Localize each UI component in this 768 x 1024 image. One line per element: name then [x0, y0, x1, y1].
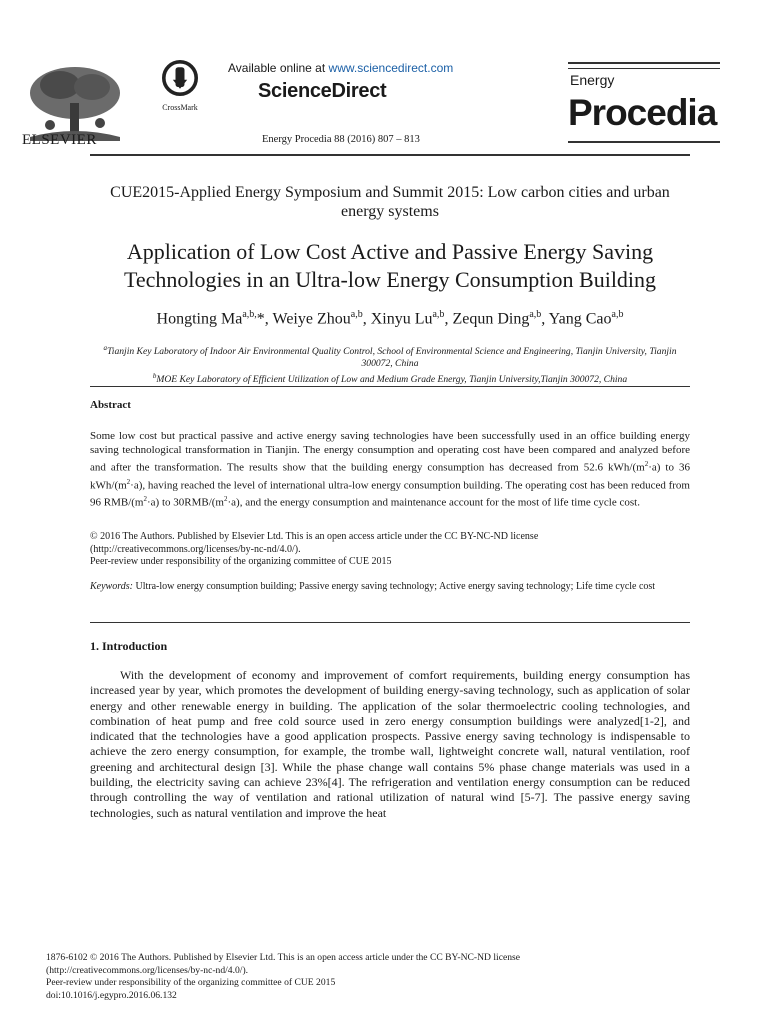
- header-divider: [90, 154, 690, 156]
- journal-title-top: Energy: [570, 72, 615, 88]
- keywords-list: Ultra-low energy consumption building; Passive energy saving technology; Active energy saving technology; Life time cycle cost: [132, 581, 656, 592]
- superscript: 2: [644, 460, 649, 468]
- article-title: [80, 238, 700, 294]
- affiliation-marker: b: [152, 372, 157, 381]
- journal-citation: Energy Procedia 88 (2016) 807 – 813: [262, 134, 420, 145]
- affiliations: [90, 342, 690, 386]
- author-name: Yang Cao: [548, 310, 612, 328]
- superscript: 2: [223, 495, 228, 504]
- footer-issn-line: 1876-6102 © 2016 The Authors. Published by Elsevier Ltd. This is an open access article under the CC BY-NC-ND license: [46, 952, 521, 963]
- author-separator: ,: [362, 310, 371, 328]
- copyright-line: © 2016 The Authors. Published by Elsevier Ltd. This is an open access article under the CC BY-NC-ND license: [90, 531, 539, 542]
- author-name: Xinyu Lu: [370, 310, 433, 328]
- journal-top-rule: [568, 62, 720, 69]
- affiliation-text: Tianjin Key Laboratory of Indoor Air Environmental Quality Control, School of Environmental Science and Engineering, Tianjin University, Tianjin 300072, China: [106, 346, 677, 370]
- copyright-notice: [90, 531, 690, 569]
- title-line-2: Technologies in an Ultra-low Energy Consumption Building: [123, 267, 657, 292]
- author-separator: ,: [444, 310, 453, 328]
- abstract-segment: Some low cost but practical passive and active energy saving technologies have been successfully used in an office building energy saving technological transformation in Tianjin. The energy consumption and operating cost have been compared and analyzed before and after the transformation. The results show that the building energy consumption has decreased from 52.6 kWh/(m: [90, 430, 690, 474]
- abstract-segment: ·a), having reached the level of international ultra-low energy consumption building. The operating cost has been reduced from 96 RMB/(m: [90, 479, 690, 509]
- author-affiliation-marker: a,b: [611, 309, 624, 320]
- abstract-segment: ·a) to 30RMB/(m: [146, 496, 224, 509]
- abstract-segment: ·a), and the energy consumption and maintenance account for the most of life time cycle cost.: [227, 496, 640, 509]
- crossmark-icon: [162, 60, 198, 96]
- author-name: Hongting Ma: [156, 310, 243, 328]
- page-footer: [46, 952, 686, 1002]
- crossmark-label: CrossMark: [162, 103, 198, 112]
- footer-doi[interactable]: doi:10.1016/j.egypro.2016.06.132: [46, 989, 177, 1001]
- sciencedirect-link[interactable]: www.sciencedirect.com: [328, 61, 454, 75]
- author-affiliation-marker: a,b: [529, 309, 542, 320]
- abstract-bottom-rule: [90, 622, 690, 623]
- title-line-1: Application of Low Cost Active and Passive Energy Saving: [126, 239, 654, 264]
- footer-peer-review: Peer-review under responsibility of the organizing committee of CUE 2015: [46, 977, 336, 988]
- peer-review-line: Peer-review under responsibility of the organizing committee of CUE 2015: [90, 556, 392, 567]
- author-list: [80, 309, 700, 328]
- abstract-heading: Abstract: [90, 399, 131, 411]
- publisher-name: ELSEVIER: [22, 132, 97, 148]
- available-prefix: Available online at: [228, 61, 329, 75]
- journal-title-main: Procedia: [568, 92, 717, 133]
- license-link[interactable]: (http://creativecommons.org/licenses/by-nc-nd/4.0/).: [90, 543, 301, 555]
- author-affiliation-marker: a,b: [350, 309, 363, 320]
- author-name: Weiye Zhou: [272, 310, 351, 328]
- abstract-top-rule: [90, 386, 690, 387]
- superscript: 2: [126, 477, 131, 486]
- introduction-text: [90, 668, 690, 821]
- affiliation-text: MOE Key Laboratory of Efficient Utilization of Low and Medium Grade Energy, Tianjin University,Tianjin 300072, China: [156, 374, 628, 386]
- keywords: [90, 580, 690, 593]
- introduction-paragraph: With the development of economy and improvement of comfort requirements, building energy consumption has increased year by year, which promotes the development of building energy-saving technology, such as application of solar energy and other renewable energy in building. The application of the solar thermoelectric cooling technologies, and combination of heat pump and free cold source used in zero energy consumption buildings were analyzed[1-2], and indicated that the technologies have a good application prospects. Passive energy saving technology is indispensable to achieve the zero energy consumption, for example, the trombe wall, lightweight concrete wall, natural ventilation, roof greening and architectural design [3]. While the phase change wall contains 5% phase change materials was used in a building, the electricity saving can achieve 23%[4]. The refrigeration and ventilation energy consumption can be reduced through controlling the way of ventilation and rational utilization of natural wind [5-7]. The passive energy saving technologies, such as natural ventilation and improve the heat: [90, 668, 690, 820]
- author-affiliation-marker: a,b: [432, 309, 445, 320]
- corresponding-author-star: *: [256, 310, 265, 328]
- author-name: Zequn Ding: [452, 310, 530, 328]
- journal-bottom-rule: [568, 141, 720, 143]
- affiliation-a: [90, 342, 690, 370]
- keywords-label: Keywords:: [90, 581, 133, 592]
- crossmark-badge[interactable]: [155, 60, 205, 114]
- affiliation-b: [90, 370, 690, 386]
- abstract-text: [90, 429, 690, 510]
- available-online-line: [228, 61, 453, 75]
- author-affiliation-marker: a,b,: [242, 309, 257, 320]
- conference-name: CUE2015-Applied Energy Symposium and Summit 2015: Low carbon cities and urban energy systems: [110, 184, 670, 220]
- sciencedirect-wordmark: ScienceDirect: [258, 80, 387, 102]
- superscript: 2: [143, 495, 147, 504]
- footer-license-link[interactable]: (http://creativecommons.org/licenses/by-nc-nd/4.0/).: [46, 964, 249, 976]
- section-heading-introduction: 1. Introduction: [90, 639, 168, 653]
- author-separator: ,: [264, 310, 273, 328]
- author-separator: ,: [541, 310, 549, 328]
- abstract-segment: ·a) to 36 kWh/(m: [90, 461, 691, 492]
- affiliation-marker: a: [103, 344, 107, 352]
